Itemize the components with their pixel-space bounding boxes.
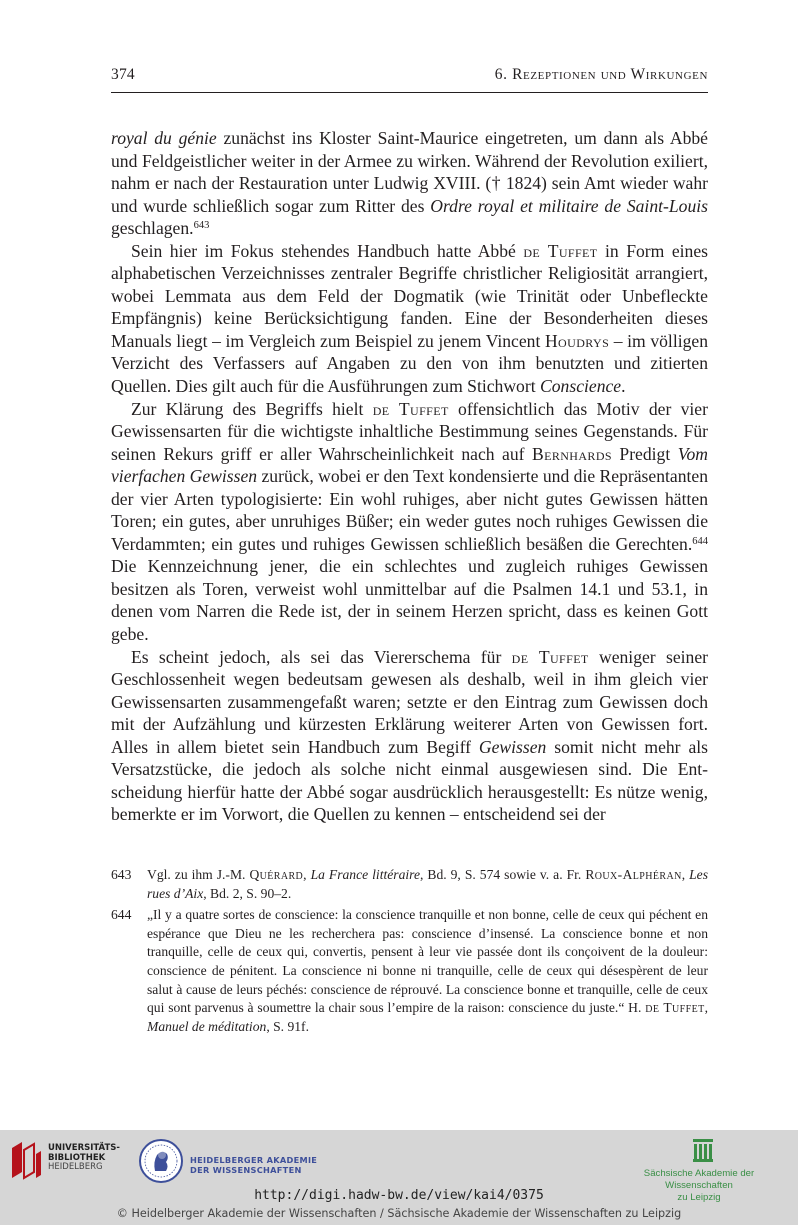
page-number: 374 [111, 66, 135, 83]
text-run: somit nicht mehr als Versatzstücke, die jedoch als solche nicht einmal ausgewiesen sind. Die Entscheidung hierfür hatte der Abbé sogar ausdrücklich herausgestellt: Es nütze wenig, bemerkte er im Vorwort, die Quellen zu kennen – entscheidend sei der [111, 736, 708, 825]
ub-logo-line: UNIVERSITÄTS- [48, 1143, 120, 1153]
text-run: , [681, 867, 690, 882]
footnote-number: 643 [111, 867, 132, 882]
hadw-logo-line: HEIDELBERGER AKADEMIE [190, 1155, 318, 1165]
saw-building-icon [692, 1136, 714, 1162]
person-name: Roux-Alphéran [585, 867, 682, 882]
book-title: Les rues d’Aix [147, 867, 708, 901]
text-run: , Bd. 9, S. 574 sowie v. a. Fr. [419, 867, 586, 882]
ub-library-icon [10, 1140, 42, 1180]
permalink-url[interactable]: http://digi.hadw-bw.de/view/kai4/0375 [254, 1188, 544, 1203]
text-run: Zur Klärung des Begriffs hielt [131, 398, 373, 419]
paragraph-2 [111, 240, 708, 398]
paragraph-4 [111, 646, 708, 826]
ub-logo-line: BIBLIOTHEK [48, 1152, 106, 1163]
hadw-seal-icon [138, 1138, 184, 1184]
text-run: , S. 91f. [266, 1018, 309, 1034]
footnote-number: 644 [111, 907, 132, 923]
saw-leipzig-logo[interactable] [610, 1136, 788, 1203]
hadw-logo[interactable] [138, 1138, 338, 1188]
person-name: Bernhards [531, 443, 612, 464]
ub-logo-text [48, 1144, 120, 1173]
text-run: . [621, 376, 626, 397]
saw-logo-line: Sächsische Akademie der Wissenschaften [643, 1168, 755, 1191]
italic-phrase: Ordre royal et militaire de Saint-Louis [430, 195, 708, 216]
text-run: weniger seiner Geschlossenheit wegen bedeutsam gewesen als deshalb, weil in ihm gleich vier Gewissensarten zusammengefaßt waren; setzte er den Eintrag zum Gewissen doch mit der Aufzählung und kürzesten Erklärung weiterer Arten von Gewissen fort. Alles in allem bietet sein Handbuch zum Begiff [111, 646, 708, 757]
text-run: geschlagen. [111, 218, 194, 239]
italic-phrase: Conscience [540, 376, 622, 397]
text-run: „Il y a quatre sortes de conscience: la conscience tranquille et non bonne, celle de ceux qui péchent en espérance que Dieu ne les recherchera pas: conscience d’insensé. La conscience bonne et non tranquille, celle de ceux qui, convertis, pensent à leur vie passée dont ils conçoivent de la douleur: conscience de pénitent. La conscience ni bonne ni tranquille, celle de ceux qui désespèrent de leur salut à cause de leurs péchés: conscience de réprouvé. La conscience bonne et tranquille, celle de ceux qui sont parvenus à soumettre la chair sous l’empire de la raison: conscience du juste.“ H. [147, 907, 708, 1016]
paragraph-3 [111, 398, 708, 646]
ub-heidelberg-logo[interactable] [10, 1138, 120, 1184]
person-name: de Tuffet [511, 646, 589, 667]
text-run: – im völligen Verzicht des Verfassers auf Angaben zu den von ihm benutzten und zitierten Quellen. Dies gilt auch für die Ausführungen zum Stichwort [111, 330, 708, 397]
person-name: Quérard [249, 867, 304, 882]
person-name: Houdrys [544, 330, 610, 351]
text-run: , [303, 867, 311, 882]
main-text [111, 127, 708, 826]
text-run: zurück, wobei er den Text kondensierte und die Repräsentanten der vier Arten typologisierte: Ein wohl ruhiges, aber nicht gutes Gewissen hätten Toren; ein gutes, aber unruhiges Büßer; ein weder gutes noch ruhiges Gewissen die Verdammten; ein gutes und ruhiges Gewissen schließlich besäßen die Gerechten. [111, 466, 708, 554]
text-run: , Bd. 2, S. 90–2. [203, 885, 292, 901]
running-head [111, 66, 708, 88]
text-run: Es scheint jedoch, als sei das Viererschema für [131, 646, 512, 667]
italic-phrase: royal du génie [111, 128, 217, 148]
copyright-notice: © Heidelberger Akademie der Wissenschaften / Sächsische Akademie der Wissenschaften zu Leipzig [116, 1207, 682, 1220]
book-title: La France littéraire [310, 867, 420, 882]
person-name: de Tuffet [523, 240, 598, 261]
hadw-logo-text [190, 1155, 317, 1175]
text-run: Die Kennzeichnung jener, die ein schlechtes und zugleich ruhiges Gewissen besitzen als Toren, verweist wohl unmittelbar auf die Psalmen 14.1 und 53.1, in denen vom Narren die Rede ist, der in seinem Herzen spricht, dass es keinen Gott gebe. [111, 556, 708, 645]
book-title: Manuel de méditation [147, 1018, 267, 1034]
footnote-644 [111, 906, 708, 1036]
ub-logo-line: HEIDELBERG [48, 1162, 103, 1172]
saw-logo-line: zu Leipzig [677, 1192, 721, 1203]
paragraph-1 [111, 127, 708, 240]
person-name: de Tuffet [372, 398, 449, 419]
text-run: zunächst ins Kloster Saint-Maurice eingetreten, um dann als Abbé und Feldgeistlicher weiter in der Armee zu wirken. Während der Revolution exiliert, nahm er nach der Restauration unter Ludwig XVIII. († 1824) sein Amt wieder wahr und wurde schließlich sogar zum Ritter des [111, 128, 708, 216]
person-name: de Tuffet [645, 1000, 705, 1016]
digitization-footer [0, 1130, 798, 1225]
chapter-title: 6. Rezeptionen und Wirkungen [494, 66, 708, 83]
text-run: in Form eines alphabetischen Verzeichnisses zentraler Begriffe christlicher Religiosität arrangiert, wobei Lemmata aus dem Feld der Dogmatik (wie Trinität oder Unbefleckte Empfängnis) keine Berücksichtigung fanden. Eine der Besonderheiten dieses Manuals liegt – im Vergleich zum Beispiel zu jenem Vincent [111, 240, 709, 351]
header-rule [111, 92, 708, 93]
footnotes [111, 866, 708, 1039]
hadw-logo-line: DER WISSENSCHAFTEN [190, 1165, 302, 1175]
italic-phrase: Vom vierfachen Gewissen [111, 443, 708, 487]
footnote-ref-643[interactable]: 643 [193, 220, 210, 232]
footnote-ref-644[interactable]: 644 [692, 535, 708, 547]
text-run: Predigt [611, 443, 678, 464]
text-run: offensichtlich das Motiv der vier Gewissensarten für die wichtigste inhaltliche Bestimmung seines Gegenstands. Für seinen Rekurs griff er aller Wahrscheinlichkeit nach auf [111, 398, 708, 464]
italic-phrase: Gewissen [478, 736, 547, 757]
text-run: Sein hier im Fokus stehendes Handbuch hatte Abbé [131, 240, 524, 261]
footnote-643 [111, 866, 708, 903]
text-run: , [704, 1000, 708, 1016]
text-run: Vgl. zu ihm J.-M. [147, 867, 250, 882]
